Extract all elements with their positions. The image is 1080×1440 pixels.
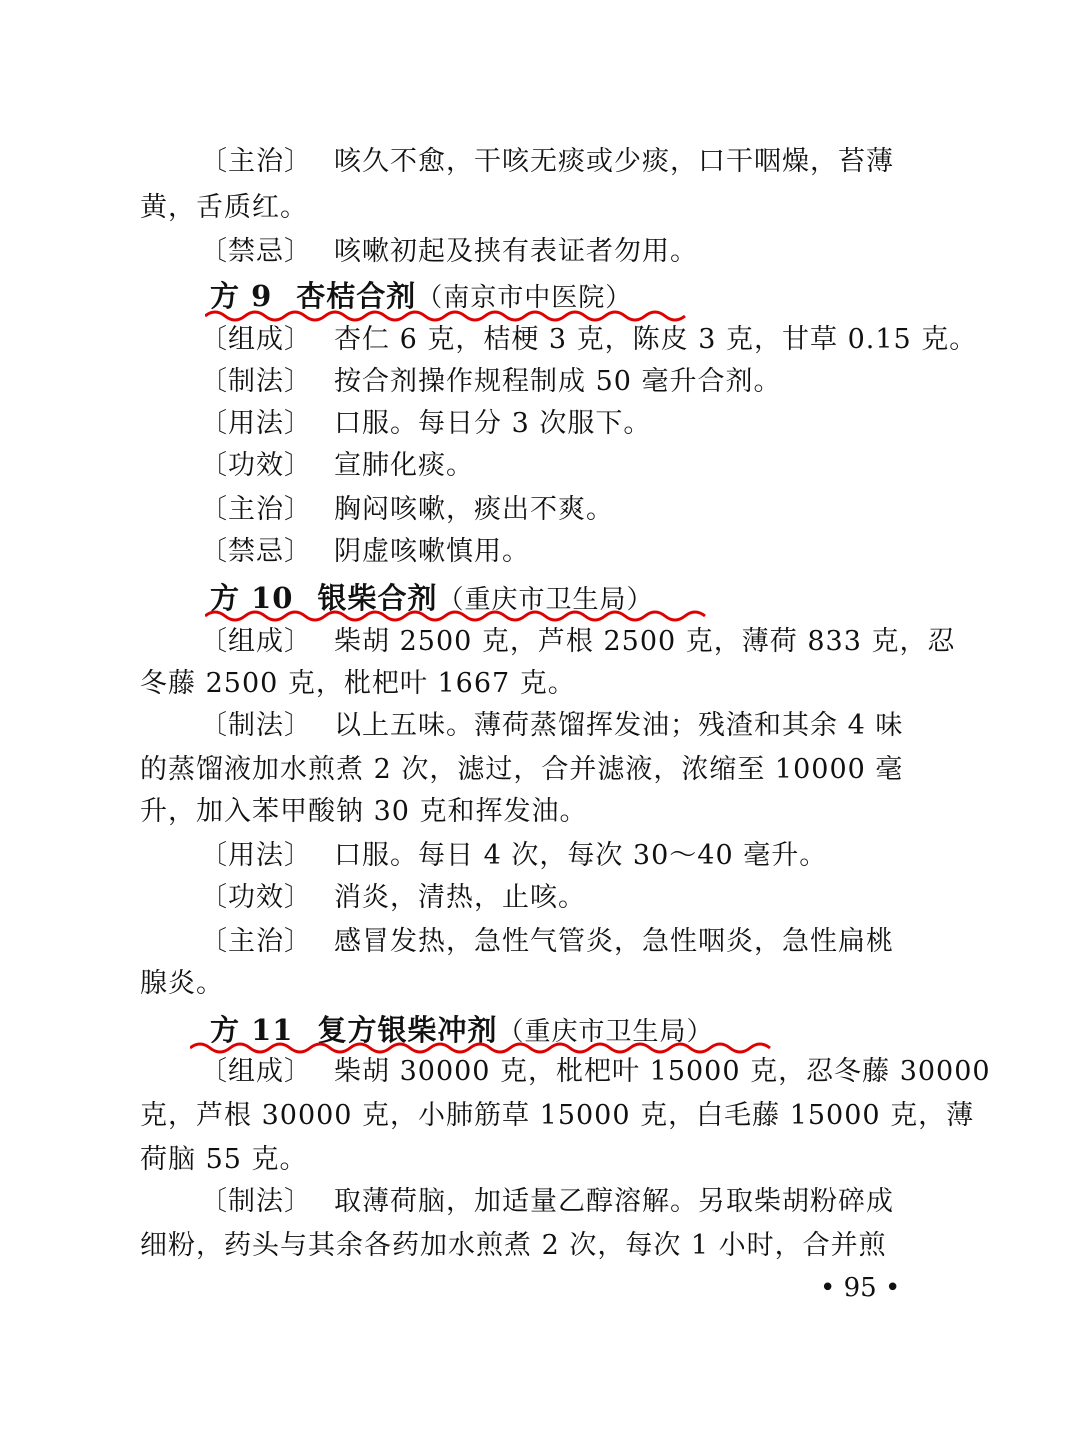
label-zhifa: 〔制法〕 [200,366,312,397]
f10-zhuzhi-line-2: 腺炎。 [140,968,224,999]
label-zucheng: 〔组成〕 [200,1056,312,1087]
f9-zhuzhi-line [200,490,950,530]
text: 按合剂操作规程制成 50 毫升合剂。 [334,366,782,397]
f10-zucheng-line-2: 冬藤 2500 克，枇杷叶 1667 克。 [140,668,576,699]
label-jinji: 〔禁忌〕 [200,236,312,267]
label-zhifa: 〔制法〕 [200,1186,312,1217]
label-zucheng: 〔组成〕 [200,324,312,355]
text: 取薄荷脑，加适量乙醇溶解。另取柴胡粉碎成 [334,1186,894,1217]
f11-zucheng-line-3: 荷脑 55 克。 [140,1144,308,1175]
text: 宣肺化痰。 [334,450,474,481]
prev-zhuzhi-line-2: 黄，舌质红。 [140,192,308,223]
label-zhifa: 〔制法〕 [200,710,312,741]
text: 以上五味。薄荷蒸馏挥发油；残渣和其余 4 味 [334,710,904,741]
text: 柴胡 2500 克，芦根 2500 克，薄荷 833 克，忍 [334,626,956,657]
label-zhuzhi: 〔主治〕 [200,494,312,525]
f11-zucheng-line-1 [200,1052,991,1092]
text: 消炎，清热，止咳。 [334,882,586,913]
formula-name: 复方银柴冲剂 [317,1013,498,1047]
prev-zhuzhi-line-1 [200,142,950,182]
f11-zhifa-line-2: 细粉，药头与其余各药加水煎煮 2 次，每次 1 小时，合并煎 [140,1230,887,1261]
formula-source: （重庆市卫生局） [497,1017,714,1047]
f9-jinji-line [200,532,950,572]
formula-name: 银柴合剂 [317,581,438,615]
f9-gongxiao-line [200,446,950,486]
prev-jinji-line [200,232,950,272]
formula-number: 方 10 [210,581,294,615]
formula-name: 杏桔合剂 [296,279,417,313]
label-zhuzhi: 〔主治〕 [200,146,312,177]
text: 口服。每日分 3 次服下。 [334,408,652,439]
formula-number: 方 11 [210,1013,294,1047]
f9-yongfa-line [200,404,950,444]
f10-yongfa-line [200,836,950,876]
f10-zhifa-line-1 [200,706,950,746]
label-jinji: 〔禁忌〕 [200,536,312,567]
f9-zhifa-line [200,362,950,402]
formula-source: （南京市中医院） [416,283,633,313]
label-yongfa: 〔用法〕 [200,408,312,439]
label-gongxiao: 〔功效〕 [200,450,312,481]
f10-zhifa-line-2: 的蒸馏液加水煎煮 2 次，滤过，合并滤液，浓缩至 10000 毫 [140,754,904,785]
label-gongxiao: 〔功效〕 [200,882,312,913]
text: 胸闷咳嗽，痰出不爽。 [334,494,614,525]
f11-zhifa-line-1 [200,1182,950,1222]
f10-gongxiao-line [200,878,950,918]
text: 阴虚咳嗽慎用。 [334,536,530,567]
formula-number: 方 9 [210,279,273,313]
page-number: • 95 • [820,1273,901,1303]
label-yongfa: 〔用法〕 [200,840,312,871]
text: 杏仁 6 克，桔梗 3 克，陈皮 3 克，甘草 0.15 克。 [334,324,978,355]
formula-source: （重庆市卫生局） [437,585,654,615]
f9-zucheng-line [200,320,978,360]
text: 感冒发热，急性气管炎，急性咽炎，急性扁桃 [334,926,894,957]
f10-zhifa-line-3: 升，加入苯甲酸钠 30 克和挥发油。 [140,796,588,827]
text: 口服。每日 4 次，每次 30～40 毫升。 [334,840,828,871]
f10-zhuzhi-line-1 [200,922,950,962]
label-zhuzhi: 〔主治〕 [200,926,312,957]
text: 柴胡 30000 克，枇杷叶 15000 克，忍冬藤 30000 [334,1056,991,1087]
f10-zucheng-line-1 [200,622,956,662]
text: 咳久不愈，干咳无痰或少痰，口干咽燥，苔薄 [334,146,894,177]
label-zucheng: 〔组成〕 [200,626,312,657]
text: 咳嗽初起及挟有表证者勿用。 [334,236,698,267]
f11-zucheng-line-2: 克，芦根 30000 克，小肺筋草 15000 克，白毛藤 15000 克，薄 [140,1100,975,1131]
